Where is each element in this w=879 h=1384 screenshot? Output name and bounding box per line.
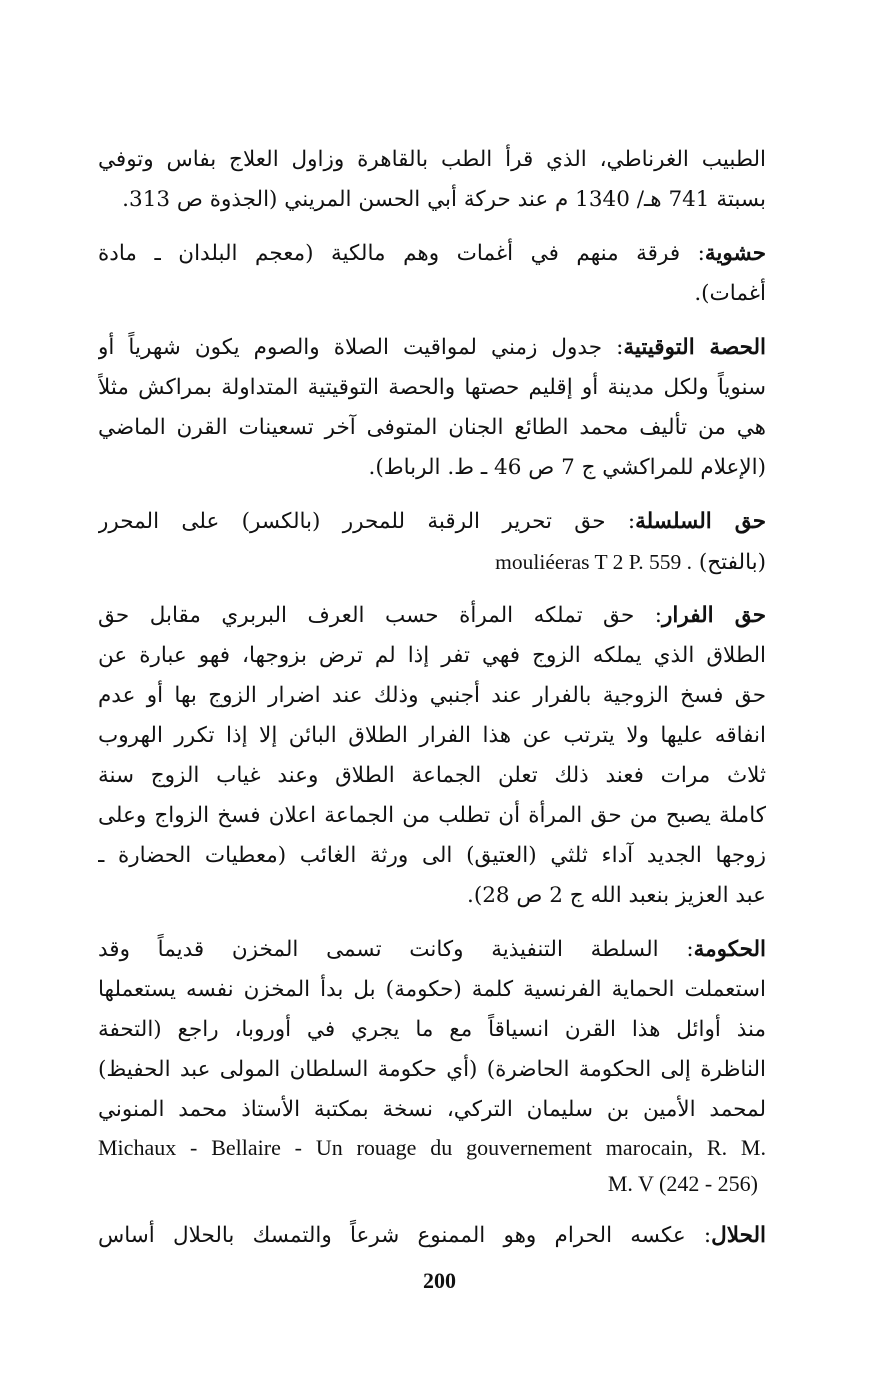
entry-hissa-tawqitiyya (98, 328, 766, 488)
text-line: كاملة يصبح من حق المرأة أن تطلب من الجماعة اعلان فسخ الزواج وعلى (98, 803, 766, 828)
text-line: لمحمد الأمين بن سليمان التركي، نسخة بمكتبة الأستاذ محمد المنوني (98, 1097, 766, 1122)
text-line: انفاقه عليها ولا يترتب عن هذا الفرار الطلاق البائن إلا إذا تكرر الهروب (98, 723, 766, 748)
text-line: (الإعلام للمراكشي ج 7 ص 46 ـ ط. الرباط). (368, 455, 766, 480)
text-line: الناظرة إلى الحكومة الحاضرة) (أي حكومة السلطان المولى عبد الحفيظ) (98, 1057, 766, 1082)
entry-term: الحكومة (693, 937, 766, 962)
entry-hashwiyya (98, 234, 766, 314)
text-line: عبد العزيز بنعبد الله ج 2 ص 28). (467, 883, 766, 908)
entry-definition: : السلطة التنفيذية وكانت تسمى المخزن قديماً وقد (98, 937, 694, 962)
latin-reference: Michaux - Bellaire - Un rouage du gouvernement marocain, R. M. (98, 1135, 766, 1160)
entry-term: الحلال (711, 1223, 766, 1248)
text-line: بسبتة 741 هـ/ 1340 م عند حركة أبي الحسن المريني (الجذوة ص 313. (122, 187, 766, 212)
text-line (98, 328, 766, 368)
entry-hukuma (98, 930, 766, 1202)
text-line: ثلاث مرات فعند ذلك تعلن الجماعة الطلاق وعند غياب الزوج سنة (98, 763, 766, 788)
entry-definition: (بالفتح) (698, 550, 766, 575)
text-line: سنوياً ولكل مدينة أو إقليم حصتها والحصة التوقيتية المتداولة بمراكش مثلاً (98, 375, 766, 400)
text-line (98, 234, 766, 274)
text-line: الطلاق الذي يملكه الزوج فهي تفر إذا لم ترض بزوجها، فهو عبارة عن (98, 643, 766, 668)
entry-term: الحصة التوقيتية (623, 335, 766, 360)
entry-haqq-silsila (98, 502, 766, 582)
entry-definition: : حق تملكه المرأة حسب العرف البربري مقابل حق (98, 603, 663, 628)
entry-continuation (98, 140, 766, 220)
page-body (98, 140, 766, 1270)
text-line: هي من تأليف محمد الطائع الجنان المتوفى آخر تسعينات القرن الماضي (98, 415, 766, 440)
entry-term: حق السلسلة (635, 509, 766, 534)
entry-haqq-firar (98, 596, 766, 916)
latin-reference: mouliéeras T 2 P. 559 . (495, 550, 693, 574)
text-line (98, 1216, 766, 1256)
text-line: استعملت الحماية الفرنسية كلمة (حكومة) بل بدأ المخزن نفسه يستعملها (98, 977, 766, 1002)
text-line: حق فسخ الزوجية بالفرار عند أجنبي وذلك عند اضرار الزوج بها أو عدم (98, 683, 766, 708)
entry-term: حشوية (704, 241, 766, 266)
text-line: منذ أوائل هذا القرن انسياقاً مع ما يجري في أوروبا، راجع (التحفة (98, 1017, 766, 1042)
page-number: 200 (423, 1268, 456, 1293)
entry-definition: : جدول زمني لمواقيت الصلاة والصوم يكون شهرياً أو (98, 335, 624, 360)
entry-halal (98, 1216, 766, 1256)
entry-term: حق الفرار (662, 603, 766, 628)
latin-reference: M. V (242 - 256) (607, 1171, 758, 1196)
text-line: أغمات). (694, 281, 766, 306)
text-line (98, 542, 766, 582)
text-line: زوجها الجديد آداء ثلثي (العتيق) الى ورثة الغائب (معطيات الحضارة ـ (98, 843, 766, 868)
entry-definition: : فرقة منهم في أغمات وهم مالكية (معجم البلدان ـ مادة (98, 241, 705, 266)
entry-definition: : حق تحرير الرقبة للمحرر (بالكسر) على المحرر (98, 509, 636, 534)
text-line (98, 930, 766, 970)
text-line: الطبيب الغرناطي، الذي قرأ الطب بالقاهرة وزاول العلاج بفاس وتوفي (98, 147, 766, 172)
text-line (98, 502, 766, 542)
entry-definition: : عكسه الحرام وهو الممنوع شرعاً والتمسك بالحلال أساس (98, 1223, 712, 1248)
text-line (98, 596, 766, 636)
